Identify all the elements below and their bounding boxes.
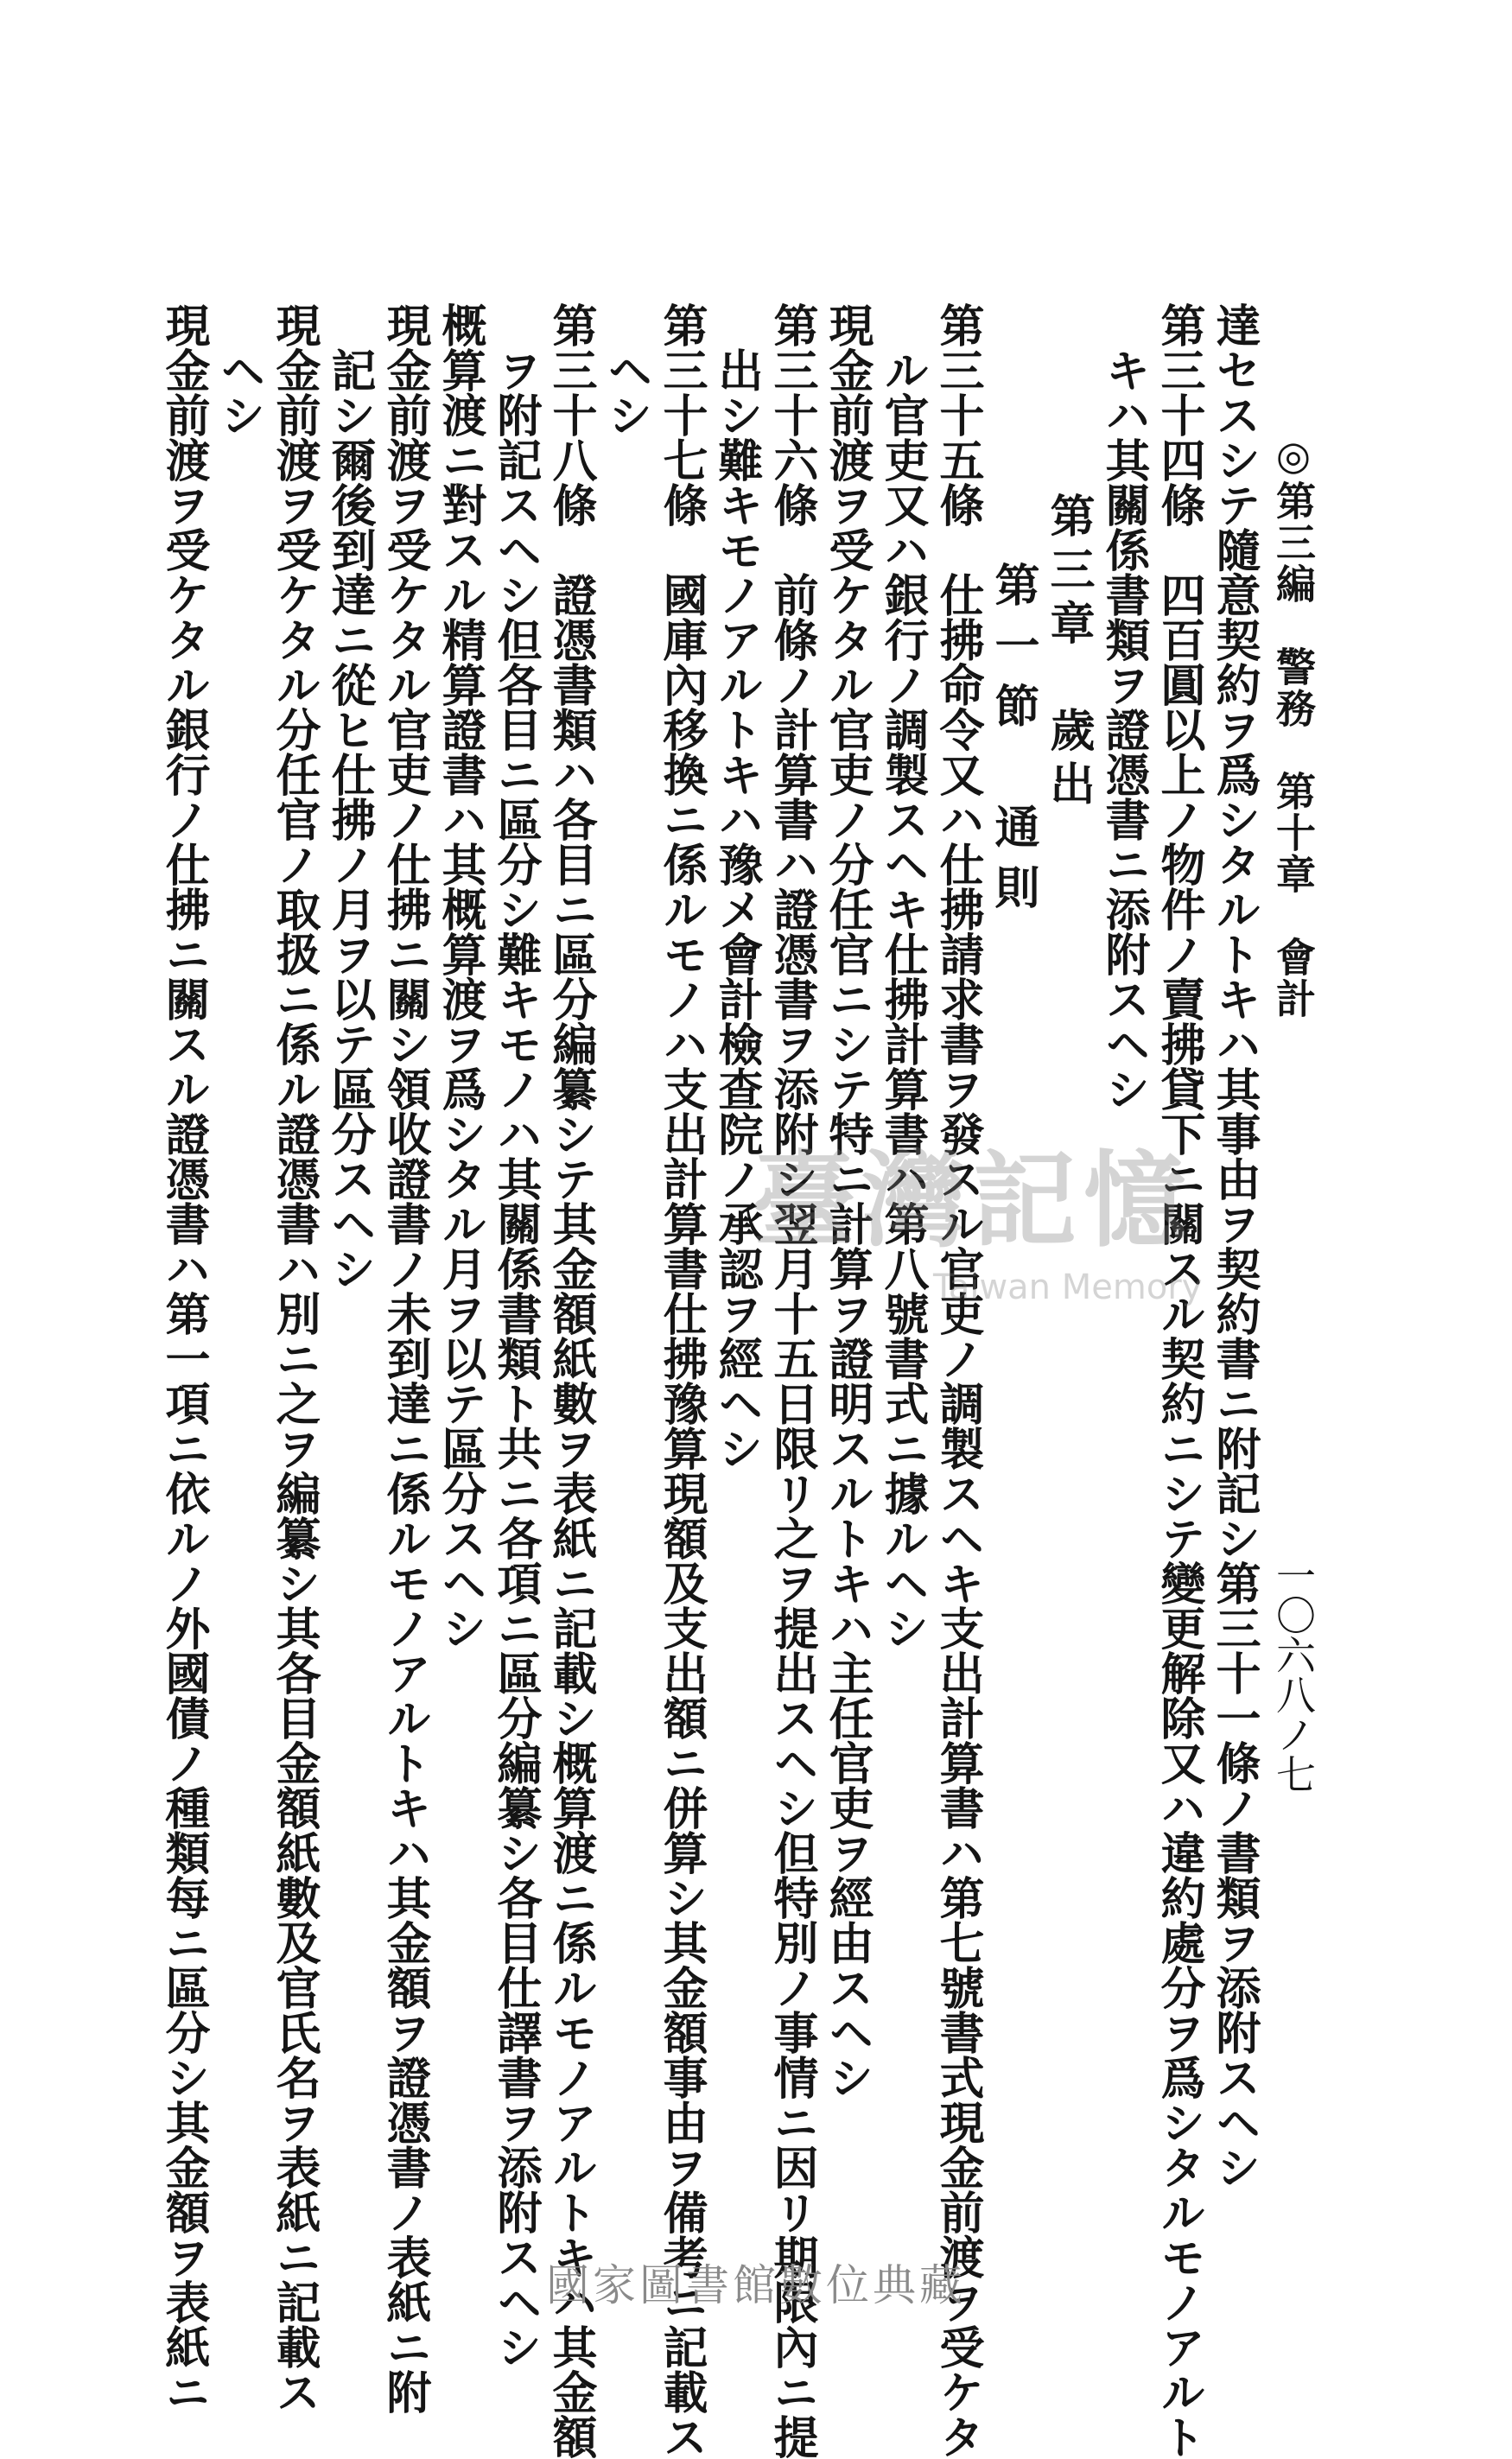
collection-footer: 國家圖書館數位典藏 (546, 2260, 966, 2310)
text-line: ヲ附記スヘシ但各目ニ區分シ難キモノハ其關係書類ト共ニ各項ニ區分編纂シ各目仕譯書ヲ添附スヘシ (489, 347, 542, 2369)
text-line: 達セスシテ隨意契約ヲ爲シタルトキハ其事由ヲ契約書ニ附記シ第三十一條ノ書類ヲ添附スヘシ (1208, 302, 1261, 2189)
page-number: 一〇六八ノ七 (1270, 1555, 1317, 1794)
text-line: 第三十五條 仕拂命令又ハ仕拂請求書ヲ發スル官吏ノ調製スヘキ支出計算書ハ第七號書式現金前渡ヲ受ケタ (931, 302, 984, 2459)
section-heading: 第一節 通則 (987, 562, 1039, 925)
text-line: ヘシ (213, 347, 265, 437)
watermark-english-text: Taiwan Memory (933, 1268, 1203, 1307)
text-line: 第三十七條 國庫內移換ニ係ルモノハ支出計算書仕拂豫算現額及支出額ニ併算シ其金額事由ヲ備考ニ記載ス (655, 302, 708, 2459)
text-line: 現金前渡ヲ受ケタル官吏ノ仕拂ニ關シ領收證書ノ未到達ニ係ルモノアルトキハ其金額ヲ證憑書ノ表紙ニ附 (378, 302, 431, 2414)
text-line: 現金前渡ヲ受ケタル分任官ノ取扱ニ係ル證憑書ハ別ニ之ヲ編纂シ其各目金額紙數及官氏名ヲ表紙ニ記載ス (268, 302, 321, 2414)
text-line: 概算渡ニ對スル精算證書ハ其概算渡ヲ爲シタル月ヲ以テ區分スヘシ (434, 302, 486, 1650)
text-line: 現金前渡ヲ受ケタル官吏ノ分任官ニシテ特ニ計算ヲ證明スルトキハ主任官吏ヲ經由スヘシ (821, 302, 874, 2100)
text-line: 記シ爾後到達ニ從ヒ仕拂ノ月ヲ以テ區分スヘシ (323, 347, 376, 1291)
text-line: ヘシ (600, 347, 652, 437)
text-line: 第三十六條 前條ノ計算書ハ證憑書ヲ添附シ翌月十五日限リ之ヲ提出スヘシ但特別ノ事情ニ因リ期限內ニ提 (766, 302, 818, 2459)
text-line: 第三十八條 證憑書類ハ各目ニ區分編纂シテ其金額紙數ヲ表紙ニ記載シ概算渡ニ係ルモノアルトキハ其金額 (544, 302, 597, 2459)
chapter-heading: 第三章 歲出 (1042, 492, 1095, 814)
text-line: 現金前渡ヲ受ケタル銀行ノ仕拂ニ關スル證憑書ハ第一項ニ依ルノ外國債ノ種類每ニ區分シ其金額ヲ表紙ニ (157, 302, 210, 2414)
text-line: ル官吏又ハ銀行ノ調製スヘキ仕拂計算書ハ第八號書式ニ據ルヘシ (876, 347, 929, 1650)
watermark-cjk-text: 臺灣記憶 (752, 1140, 1194, 1261)
running-header: ◎第三編 警務 第十章 會計 (1270, 432, 1317, 1020)
text-line: 出シ難キモノアルトキハ豫メ會計檢查院ノ承認ヲ經ヘシ (710, 347, 763, 1471)
text-line: 第三十四條 四百圓以上ノ物件ノ賣拂貸下ニ關スル契約ニシテ變更解除又ハ違約處分ヲ爲シタルモノアルト (1153, 302, 1205, 2459)
text-line: キハ其關係書類ヲ證憑書ニ添附スヘシ (1097, 347, 1150, 1111)
